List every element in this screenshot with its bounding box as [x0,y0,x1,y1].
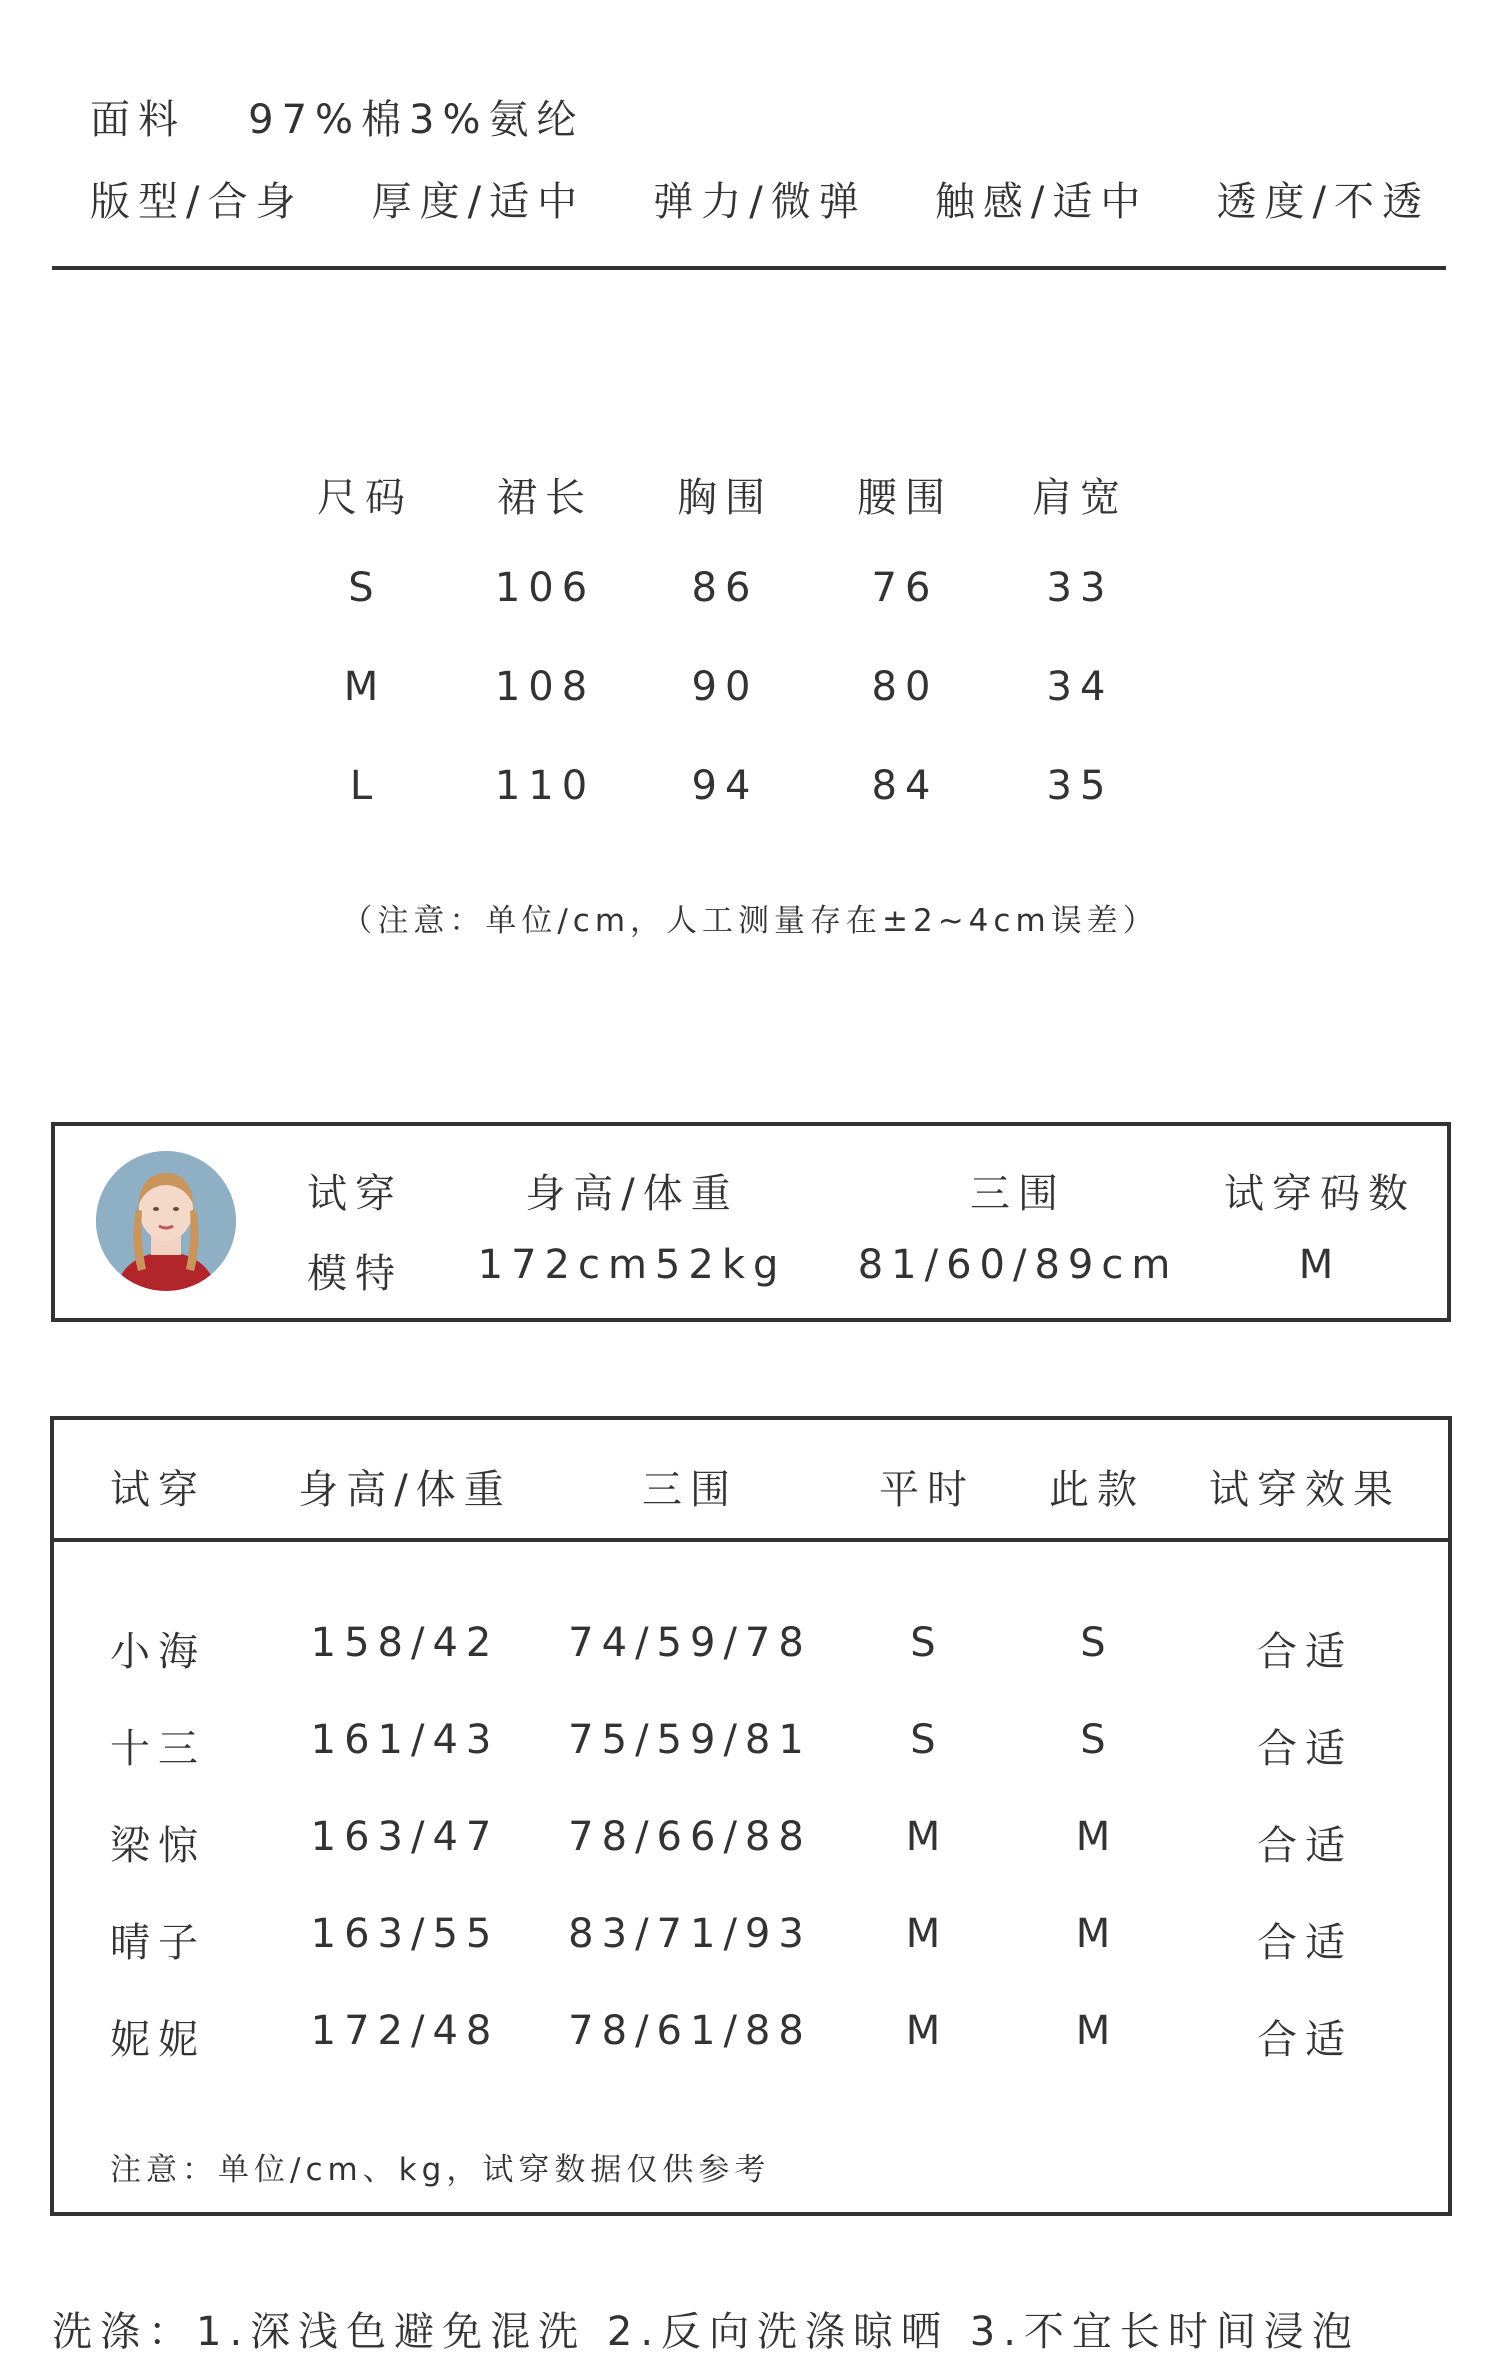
trial-row-name: 妮妮 [110,2017,206,2063]
trial-header-usual: 平时 [879,1467,975,1513]
trial-row-effect: 合适 [1257,1629,1353,1675]
trial-row-name: 小海 [110,1629,206,1675]
trial-row-height-weight: 161/43 [310,1717,500,1763]
size-cell: 76 [871,565,939,611]
model-portrait-image [96,1151,236,1291]
property-touch: 触感/适中 [934,179,1149,225]
size-cell: 35 [1046,763,1114,809]
property-transparency: 透度/不透 [1216,179,1430,225]
size-header-size: 尺码 [317,475,413,521]
size-header-shoulder: 肩宽 [1032,475,1128,521]
trial-header-effect: 试穿效果 [1209,1467,1401,1513]
size-cell: 110 [494,763,596,809]
model-value-size: M [1298,1242,1342,1288]
trial-row-name: 十三 [110,1726,206,1772]
model-value-measurements: 81/60/89cm [857,1242,1179,1288]
trial-row-this: S [1080,1620,1114,1666]
trial-row-effect: 合适 [1257,1823,1353,1869]
property-elasticity: 弹力/微弹 [653,179,867,225]
trial-row-usual: M [905,1911,949,1957]
fabric-label: 面料 [90,97,186,143]
trial-row-measurements: 74/59/78 [568,1620,812,1666]
care-instructions-partial: 洗涤：1.深浅色避免混洗 2.反向洗涤晾晒 3.不宜长时间浸泡 [52,2309,1360,2355]
trial-row-usual: S [910,1717,944,1763]
trial-row-name: 晴子 [110,1920,206,1966]
trial-row-effect: 合适 [1257,2017,1353,2063]
trial-row-measurements: 78/61/88 [568,2008,812,2054]
property-thickness: 厚度/适中 [371,179,586,225]
size-table [0,0,1500,1000]
size-header-waist: 腰围 [857,475,953,521]
trial-row-this: M [1075,1911,1119,1957]
trial-row-usual: M [905,2008,949,2054]
model-label-try: 试穿 [307,1171,403,1217]
model-header-height-weight: 身高/体重 [525,1171,739,1217]
size-cell: 90 [691,664,759,710]
size-cell: 108 [494,664,596,710]
size-cell: M [343,664,387,710]
trial-row-name: 梁惊 [110,1823,206,1869]
trial-row-measurements: 83/71/93 [568,1911,812,1957]
size-cell: L [349,763,381,809]
size-cell: 106 [494,565,596,611]
model-value-height-weight: 172cm52kg [477,1242,787,1288]
size-header-bust: 胸围 [677,475,773,521]
size-cell: 33 [1046,565,1114,611]
model-header-size: 试穿码数 [1224,1171,1416,1217]
model-avatar [96,1151,236,1291]
size-note: （注意：单位/cm，人工测量存在±2~4cm误差） [341,903,1159,939]
trial-row-this: M [1075,1814,1119,1860]
trial-row-measurements: 75/59/81 [568,1717,812,1763]
trial-row-usual: M [905,1814,949,1860]
size-cell: 94 [691,763,759,809]
size-cell: S [348,565,382,611]
trial-row-height-weight: 158/42 [310,1620,500,1666]
fabric-value: 97%棉3%氨纶 [248,97,585,143]
trial-row-height-weight: 163/47 [310,1814,500,1860]
size-cell: 86 [691,565,759,611]
trial-header-name: 试穿 [110,1467,206,1513]
model-info-box [51,1122,1451,1322]
trial-header-divider [54,1538,1448,1542]
size-header-length: 裙长 [497,475,593,521]
model-label-model: 模特 [307,1251,403,1297]
size-cell: 84 [871,763,939,809]
model-header-measurements: 三围 [970,1171,1066,1217]
property-fit: 版型/合身 [90,179,304,225]
trial-row-measurements: 78/66/88 [568,1814,812,1860]
trial-row-height-weight: 172/48 [310,2008,500,2054]
trial-row-this: M [1075,2008,1119,2054]
size-cell: 34 [1046,664,1114,710]
trial-header-measurements: 三围 [642,1467,738,1513]
trial-row-effect: 合适 [1257,1726,1353,1772]
size-cell: 80 [871,664,939,710]
trial-row-this: S [1080,1717,1114,1763]
trial-note: 注意：单位/cm、kg，试穿数据仅供参考 [110,2152,771,2188]
trial-header-this: 此款 [1049,1467,1145,1513]
trial-header-height-weight: 身高/体重 [298,1467,512,1513]
trial-row-usual: S [910,1620,944,1666]
trial-row-effect: 合适 [1257,1920,1353,1966]
trial-row-height-weight: 163/55 [310,1911,500,1957]
